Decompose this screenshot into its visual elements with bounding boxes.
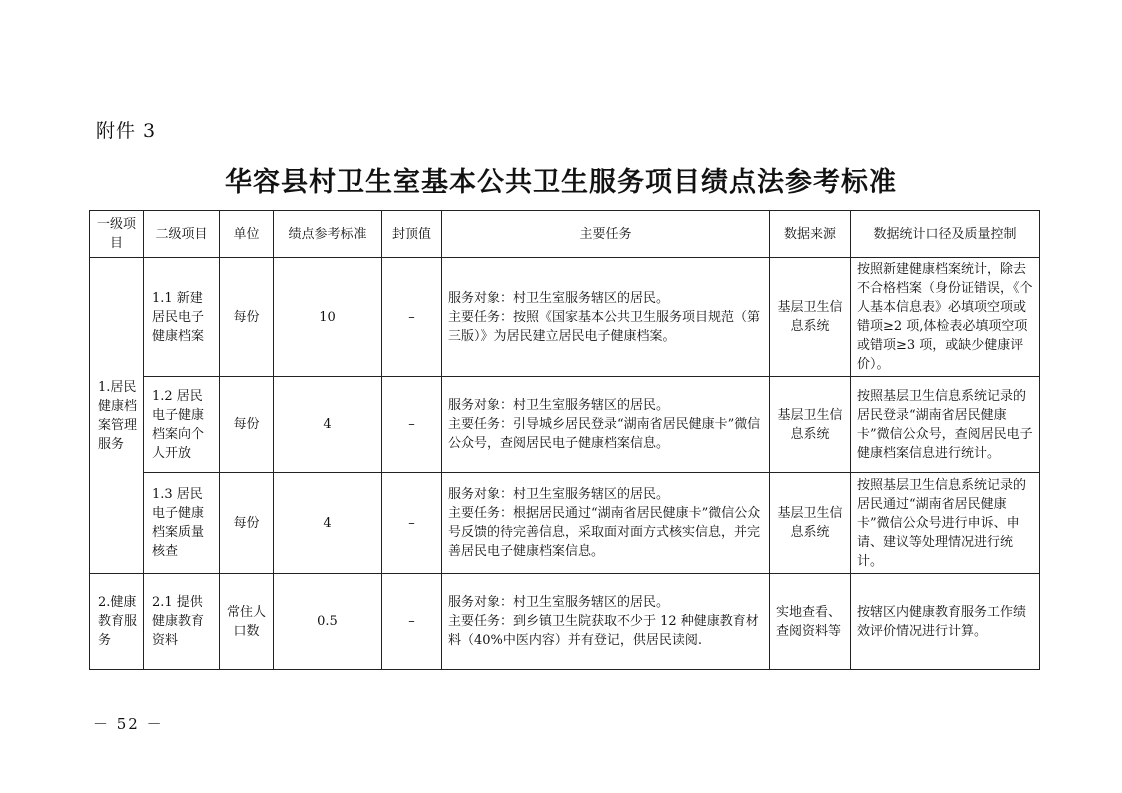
category-cell: 2.健康教育服务 (90, 574, 144, 670)
table-row (90, 574, 1040, 670)
table-row (90, 473, 1040, 574)
cap-cell: – (382, 574, 442, 670)
source-cell: 基层卫生信息系统 (770, 258, 851, 377)
stats-cell: 按照基层卫生信息系统记录的居民通过“湖南省居民健康卡”微信公众号进行申诉、申请、建议等处理情况进行统计。 (851, 473, 1040, 574)
table-header-row (90, 211, 1040, 258)
unit-cell: 每份 (220, 258, 274, 377)
unit-cell: 每份 (220, 377, 274, 473)
table-row (90, 258, 1040, 377)
unit-cell: 常住人口数 (220, 574, 274, 670)
tasks-cell: 服务对象：村卫生室服务辖区的居民。 主要任务：根据居民通过“湖南省居民健康卡”微信公众号反馈的待完善信息，采取面对面方式核实信息，并完善居民电子健康档案信息。 (442, 473, 770, 574)
cap-cell: – (382, 473, 442, 574)
points-cell: 4 (274, 473, 382, 574)
category-cell: 1.居民健康档案管理服务 (90, 258, 144, 574)
tasks-cell: 服务对象：村卫生室服务辖区的居民。 主要任务：引导城乡居民登录“湖南省居民健康卡”微信公众号，查阅居民电子健康档案信息。 (442, 377, 770, 473)
source-cell: 实地查看、查阅资料等 (770, 574, 851, 670)
item-cell: 2.1 提供健康教育资料 (144, 574, 220, 670)
cap-cell: – (382, 377, 442, 473)
header-unit: 单位 (220, 211, 274, 258)
standards-table (89, 210, 1040, 670)
header-tasks: 主要任务 (442, 211, 770, 258)
header-level2: 二级项目 (144, 211, 220, 258)
unit-cell: 每份 (220, 473, 274, 574)
attachment-label: 附件 3 (96, 120, 157, 142)
source-cell: 基层卫生信息系统 (770, 377, 851, 473)
item-cell: 1.3 居民电子健康档案质量核查 (144, 473, 220, 574)
stats-cell: 按照新建健康档案统计，除去不合格档案（身份证错误，《个人基本信息表》必填项空项或错项≥2 项,体检表必填项空项或错项≥3 项，或缺少健康评价）。 (851, 258, 1040, 377)
document-title: 华容县村卫生室基本公共卫生服务项目绩点法参考标准 (225, 167, 897, 198)
stats-cell: 按照基层卫生信息系统记录的居民登录“湖南省居民健康卡”微信公众号，查阅居民电子健康档案信息进行统计。 (851, 377, 1040, 473)
source-cell: 基层卫生信息系统 (770, 473, 851, 574)
points-cell: 4 (274, 377, 382, 473)
page-number: － 52 － (93, 715, 164, 733)
item-cell: 1.2 居民电子健康档案向个人开放 (144, 377, 220, 473)
header-points: 绩点参考标准 (274, 211, 382, 258)
tasks-cell: 服务对象：村卫生室服务辖区的居民。 主要任务：到乡镇卫生院获取不少于 12 种健康教育材料（40%中医内容）并有登记，供居民读阅. (442, 574, 770, 670)
item-cell: 1.1 新建居民电子健康档案 (144, 258, 220, 377)
points-cell: 0.5 (274, 574, 382, 670)
stats-cell: 按辖区内健康教育服务工作绩效评价情况进行计算。 (851, 574, 1040, 670)
cap-cell: – (382, 258, 442, 377)
points-cell: 10 (274, 258, 382, 377)
header-stats: 数据统计口径及质量控制 (851, 211, 1040, 258)
tasks-cell: 服务对象：村卫生室服务辖区的居民。 主要任务：按照《国家基本公共卫生服务项目规范（第三版）》为居民建立居民电子健康档案。 (442, 258, 770, 377)
table-row (90, 377, 1040, 473)
header-source: 数据来源 (770, 211, 851, 258)
header-level1: 一级项目 (90, 211, 144, 258)
header-cap: 封顶值 (382, 211, 442, 258)
